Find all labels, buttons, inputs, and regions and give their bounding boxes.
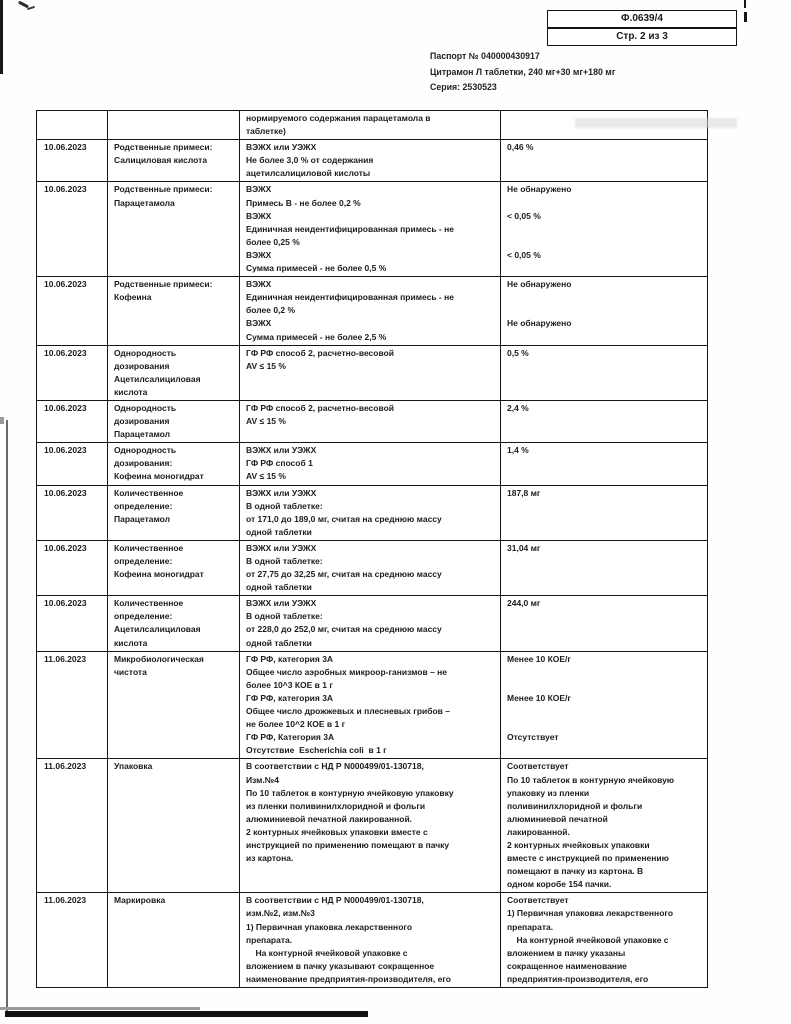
cell-line: Маркировка bbox=[114, 895, 166, 906]
cell-line: В одной таблетке: bbox=[246, 500, 323, 511]
cell-line: вложением в пачку указаны bbox=[507, 947, 626, 958]
cell-line: Соответствует bbox=[507, 895, 569, 906]
cell-line: В одной таблетке: bbox=[246, 556, 323, 566]
cell-line: определение: bbox=[114, 556, 173, 566]
cell-date bbox=[37, 182, 107, 276]
cell-line: Соответствует bbox=[507, 761, 569, 772]
cell-test-name bbox=[107, 111, 239, 139]
cell-result bbox=[500, 486, 707, 540]
cell-method bbox=[239, 140, 500, 181]
cell-line: Единичная неидентифицированная примесь - не bbox=[246, 292, 454, 303]
cell-line: более 10^3 КОЕ в 1 г bbox=[246, 679, 333, 690]
cell-date bbox=[37, 140, 107, 181]
cell-method bbox=[239, 346, 500, 400]
cell-line: ГФ РФ способ 1 bbox=[246, 458, 313, 469]
cell-line: ВЭЖХ bbox=[246, 210, 272, 221]
cell-date bbox=[37, 277, 107, 344]
cell-line: Родственные примеси: bbox=[114, 142, 213, 153]
cell-line: от 171,0 до 189,0 мг, считая на среднюю массу bbox=[246, 513, 442, 524]
cell-line: ГФ РФ способ 2, расчетно-весовой bbox=[246, 402, 395, 413]
cell-method bbox=[239, 652, 500, 759]
cell-line: 10.06.2023 bbox=[44, 184, 87, 195]
cell-result bbox=[500, 759, 707, 892]
cell-date bbox=[37, 486, 107, 540]
cell-line: По 10 таблеток в контурную ячейковую упаковку bbox=[246, 787, 454, 798]
table-row bbox=[37, 111, 707, 139]
cell-line: Не обнаружено bbox=[507, 318, 572, 329]
cell-line: препарата. bbox=[507, 921, 554, 932]
passport-number: Паспорт № 040000430917 bbox=[430, 51, 540, 61]
cell-line: < 0,05 % bbox=[507, 249, 541, 260]
cell-line: изм.№2, изм.№3 bbox=[246, 908, 315, 919]
cell-line: Сумма примесей - не более 2,5 % bbox=[246, 331, 387, 342]
cell-result bbox=[500, 111, 707, 139]
cell-result bbox=[500, 277, 707, 344]
scan-smudge bbox=[18, 1, 29, 9]
cell-line: В одной таблетке: bbox=[246, 611, 323, 622]
cell-line: от 228,0 до 252,0 мг, считая на среднюю массу bbox=[246, 624, 442, 635]
cell-line: 1) Первичная упаковка лекарственного bbox=[507, 908, 674, 919]
cell-line: Не более 3,0 % от содержания bbox=[246, 155, 374, 166]
document-header bbox=[430, 49, 615, 96]
cell-line: ВЭЖХ или УЭЖХ bbox=[246, 445, 317, 456]
cell-test-name bbox=[107, 596, 239, 650]
product-name: Цитрамон Л таблетки, 240 мг+30 мг+180 мг bbox=[430, 66, 616, 77]
cell-line bbox=[507, 718, 703, 731]
cell-test-name bbox=[107, 401, 239, 442]
cell-method bbox=[239, 541, 500, 595]
table-row bbox=[37, 595, 707, 650]
cell-line: Салициловая кислота bbox=[114, 155, 208, 166]
scan-edge-notch bbox=[0, 417, 4, 424]
cell-line: чистота bbox=[114, 666, 147, 677]
cell-line: инструкцией по применению помещают в пачку bbox=[246, 839, 450, 850]
cell-line: 10.06.2023 bbox=[44, 347, 87, 358]
cell-date bbox=[37, 401, 107, 442]
table-row bbox=[37, 139, 707, 181]
cell-line bbox=[507, 236, 703, 249]
cell-line: наименование предприятия-производителя, его bbox=[246, 973, 451, 984]
table-row bbox=[37, 651, 707, 759]
cell-line: В соответствии с НД Р N000499/01-130718, bbox=[246, 895, 424, 906]
cell-line bbox=[507, 112, 703, 125]
cell-line: 2 контурных ячейковых упаковки вместе с bbox=[246, 826, 428, 837]
cell-date bbox=[37, 893, 107, 987]
cell-result bbox=[500, 140, 707, 181]
cell-line: из картона. bbox=[246, 853, 294, 864]
cell-line: 0,46 % bbox=[507, 142, 534, 153]
cell-line: более 0,2 % bbox=[246, 305, 296, 316]
cell-line: 10.06.2023 bbox=[44, 445, 87, 456]
cell-date bbox=[37, 759, 107, 892]
cell-line: Ацетилсалициловая bbox=[114, 624, 201, 635]
cell-line: более 0,25 % bbox=[246, 236, 300, 247]
scan-edge-line-bottom bbox=[6, 420, 8, 1012]
cell-line bbox=[507, 679, 703, 692]
cell-line: 2,4 % bbox=[507, 402, 529, 413]
cell-line: сокращенное наименование bbox=[507, 960, 627, 971]
cell-line: < 0,05 % bbox=[507, 210, 541, 221]
cell-line: 31,04 мг bbox=[507, 542, 541, 553]
cell-line bbox=[44, 112, 103, 125]
cell-line: Однородность bbox=[114, 402, 177, 413]
cell-test-name bbox=[107, 893, 239, 987]
cell-line: ВЭЖХ или УЭЖХ bbox=[246, 598, 317, 609]
cell-result bbox=[500, 541, 707, 595]
cell-result bbox=[500, 346, 707, 400]
cell-line: 187,8 мг bbox=[507, 487, 541, 498]
scan-footer-line-thick bbox=[5, 1011, 368, 1017]
cell-line: Количественное bbox=[114, 542, 184, 553]
cell-result bbox=[500, 401, 707, 442]
cell-method bbox=[239, 486, 500, 540]
cell-line: Родственные примеси: bbox=[114, 184, 213, 195]
cell-line: Примесь В - не более 0,2 % bbox=[246, 197, 361, 208]
cell-line: Микробиологическая bbox=[114, 653, 204, 664]
cell-line: Количественное bbox=[114, 598, 184, 609]
cell-test-name bbox=[107, 759, 239, 892]
cell-line: 10.06.2023 bbox=[44, 542, 87, 553]
cell-line: ГФ РФ, категория 3А bbox=[246, 653, 334, 664]
cell-result bbox=[500, 893, 707, 987]
cell-line: На контурной ячейковой упаковке с bbox=[246, 947, 408, 958]
cell-line: Менее 10 КОЕ/г bbox=[507, 653, 571, 664]
cell-line: Кофеина моногидрат bbox=[114, 471, 204, 482]
cell-line: определение: bbox=[114, 500, 173, 511]
cell-line: По 10 таблеток в контурную ячейковую bbox=[507, 774, 675, 785]
qc-results-table bbox=[36, 110, 708, 988]
cell-line: кислота bbox=[114, 637, 148, 648]
cell-method bbox=[239, 596, 500, 650]
cell-date bbox=[37, 346, 107, 400]
cell-method bbox=[239, 277, 500, 344]
table-row bbox=[37, 400, 707, 442]
table-row bbox=[37, 276, 707, 344]
cell-date bbox=[37, 652, 107, 759]
scan-corner-dash bbox=[744, 12, 747, 22]
cell-line: Родственные примеси: bbox=[114, 279, 213, 290]
cell-method bbox=[239, 759, 500, 892]
cell-date bbox=[37, 596, 107, 650]
cell-line: ацетилсалициловой кислоты bbox=[246, 168, 371, 179]
cell-test-name bbox=[107, 140, 239, 181]
cell-line: 10.06.2023 bbox=[44, 598, 87, 609]
cell-line: На контурной ячейковой упаковке с bbox=[507, 934, 669, 945]
cell-line: Упаковка bbox=[114, 761, 153, 772]
cell-line: 244,0 мг bbox=[507, 598, 541, 609]
cell-line: вложением в пачку указывают сокращенное bbox=[246, 960, 435, 971]
cell-line bbox=[507, 705, 703, 718]
page-number: Стр. 2 из 3 bbox=[616, 31, 668, 42]
cell-line: Кофеина моногидрат bbox=[114, 569, 204, 580]
table-row bbox=[37, 442, 707, 484]
cell-line: 11.06.2023 bbox=[44, 653, 87, 664]
cell-line: AV ≤ 15 % bbox=[246, 416, 286, 427]
cell-line: 2 контурных ячейковых упаковки bbox=[507, 839, 650, 850]
cell-line: 1,4 % bbox=[507, 445, 529, 456]
cell-test-name bbox=[107, 486, 239, 540]
cell-line: определение: bbox=[114, 611, 173, 622]
cell-test-name bbox=[107, 652, 239, 759]
cell-method bbox=[239, 182, 500, 276]
cell-line: Количественное bbox=[114, 487, 184, 498]
cell-line: Кофеина bbox=[114, 292, 152, 303]
cell-line: вместе с инструкцией по применению bbox=[507, 853, 669, 864]
cell-line: дозирования bbox=[114, 360, 170, 371]
cell-line: одном коробе 154 пачки. bbox=[507, 879, 612, 890]
cell-method bbox=[239, 893, 500, 987]
cell-line: Менее 10 КОЕ/г bbox=[507, 692, 571, 703]
cell-line: Парацетамол bbox=[114, 513, 171, 524]
cell-line: лакированной. bbox=[507, 826, 570, 837]
cell-line: нормируемого содержания парацетамола в bbox=[246, 113, 431, 123]
cell-line bbox=[507, 304, 703, 317]
cell-line: Парацетамол bbox=[114, 429, 171, 440]
scan-smudge bbox=[27, 6, 35, 10]
table-row bbox=[37, 758, 707, 892]
scan-edge-line-top bbox=[0, 0, 3, 74]
table-row bbox=[37, 540, 707, 595]
cell-line: Однородность bbox=[114, 347, 177, 358]
cell-line: кислота bbox=[114, 386, 148, 397]
scan-corner-dash bbox=[744, 0, 746, 8]
cell-line: препарата. bbox=[246, 934, 293, 945]
cell-result bbox=[500, 596, 707, 650]
cell-method bbox=[239, 111, 500, 139]
cell-line: 10.06.2023 bbox=[44, 279, 87, 290]
scan-footer-line-thin bbox=[0, 1007, 200, 1010]
cell-line bbox=[507, 223, 703, 236]
cell-test-name bbox=[107, 277, 239, 344]
cell-line: Сумма примесей - не более 0,5 % bbox=[246, 263, 387, 274]
cell-line: не более 10^2 КОЕ в 1 г bbox=[246, 719, 346, 730]
table-row bbox=[37, 345, 707, 400]
table-row bbox=[37, 892, 707, 987]
cell-date bbox=[37, 443, 107, 484]
cell-line: Отсутствие Escherichia coli в 1 г bbox=[246, 745, 387, 756]
cell-line: 11.06.2023 bbox=[44, 895, 87, 906]
cell-test-name bbox=[107, 346, 239, 400]
cell-line: ВЭЖХ или УЭЖХ bbox=[246, 542, 317, 553]
cell-line: дозирования bbox=[114, 416, 170, 427]
table-row bbox=[37, 485, 707, 540]
cell-line: 1) Первичная упаковка лекарственного bbox=[246, 921, 413, 932]
cell-method bbox=[239, 401, 500, 442]
cell-line: 0,5 % bbox=[507, 347, 529, 358]
table-row bbox=[37, 181, 707, 276]
cell-line: 10.06.2023 bbox=[44, 487, 87, 498]
cell-line: ГФ РФ, Категория 3А bbox=[246, 732, 335, 743]
cell-method bbox=[239, 443, 500, 484]
cell-line: 11.06.2023 bbox=[44, 761, 87, 772]
cell-line: из пленки поливинилхлоридной и фольги bbox=[246, 800, 426, 811]
cell-line: от 27,75 до 32,25 мг, считая на среднюю массу bbox=[246, 569, 442, 580]
cell-line: Изм.№4 bbox=[246, 774, 279, 785]
cell-line: поливинилхлоридной и фольги bbox=[507, 800, 643, 811]
cell-line: AV ≤ 15 % bbox=[246, 471, 286, 482]
cell-line: ГФ РФ способ 2, расчетно-весовой bbox=[246, 347, 395, 358]
cell-line: таблетке) bbox=[246, 126, 286, 137]
cell-line: одной таблетки bbox=[246, 637, 312, 648]
cell-line bbox=[507, 291, 703, 304]
cell-result bbox=[500, 652, 707, 759]
cell-line: ВЭЖХ bbox=[246, 184, 272, 195]
cell-line: Однородность bbox=[114, 445, 177, 456]
cell-line: алюминиевой печатной bbox=[507, 813, 608, 824]
cell-line: Не обнаружено bbox=[507, 279, 572, 290]
cell-test-name bbox=[107, 182, 239, 276]
cell-line: ВЭЖХ или УЭЖХ bbox=[246, 487, 317, 498]
cell-line: предприятия-производителя, его bbox=[507, 973, 649, 984]
cell-line bbox=[507, 197, 703, 210]
cell-line bbox=[114, 112, 235, 125]
cell-line: Общее число аэробных микроор-ганизмов – не bbox=[246, 666, 448, 677]
cell-line: помещают в пачку из картона. В bbox=[507, 866, 644, 877]
series-number: Серия: 2530523 bbox=[430, 82, 497, 92]
cell-test-name bbox=[107, 541, 239, 595]
cell-line: AV ≤ 15 % bbox=[246, 360, 286, 371]
cell-line: ВЭЖХ bbox=[246, 249, 272, 260]
cell-line: Единичная неидентифицированная примесь - не bbox=[246, 223, 454, 234]
cell-line: Не обнаружено bbox=[507, 184, 572, 195]
cell-result bbox=[500, 443, 707, 484]
cell-line: 10.06.2023 bbox=[44, 142, 87, 153]
cell-line: Отсутствует bbox=[507, 732, 559, 743]
cell-line: Общее число дрожжевых и плесневых грибов – bbox=[246, 706, 450, 717]
cell-line: алюминиевой печатной лакированной. bbox=[246, 813, 413, 824]
cell-line: ГФ РФ, категория 3А bbox=[246, 692, 334, 703]
form-code: Ф.0639/4 bbox=[548, 11, 736, 29]
cell-result bbox=[500, 182, 707, 276]
cell-line: 10.06.2023 bbox=[44, 402, 87, 413]
cell-line bbox=[507, 666, 703, 679]
cell-test-name bbox=[107, 443, 239, 484]
cell-line: Ацетилсалициловая bbox=[114, 373, 201, 384]
cell-date bbox=[37, 111, 107, 139]
cell-line: ВЭЖХ bbox=[246, 279, 272, 290]
cell-line: ВЭЖХ bbox=[246, 318, 272, 329]
cell-line: одной таблетки bbox=[246, 526, 312, 537]
cell-line: упаковку из пленки bbox=[507, 787, 590, 798]
cell-line: Парацетамола bbox=[114, 197, 175, 208]
cell-date bbox=[37, 541, 107, 595]
cell-line: дозирования: bbox=[114, 458, 173, 469]
form-code-box bbox=[547, 10, 737, 46]
cell-line: ВЭЖХ или УЭЖХ bbox=[246, 142, 317, 153]
cell-line: одной таблетки bbox=[246, 582, 312, 593]
cell-line: В соответствии с НД Р N000499/01-130718, bbox=[246, 761, 424, 772]
